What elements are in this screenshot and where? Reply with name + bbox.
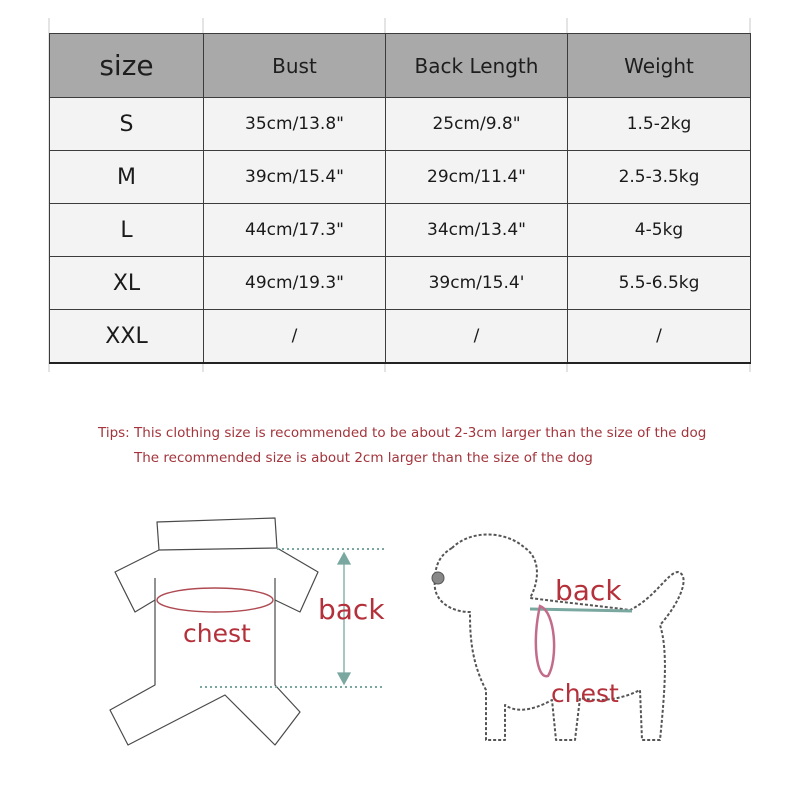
size-cell: S <box>50 98 204 151</box>
back-length-cell: 39cm/15.4' <box>386 257 568 310</box>
size-cell: XL <box>50 257 204 310</box>
tip-line-1: Tips: This clothing size is recommended to be about 2-3cm larger than the size of the dog <box>98 425 707 441</box>
header-bust: Bust <box>204 34 386 98</box>
table-row <box>50 310 751 364</box>
bust-cell: / <box>204 310 386 364</box>
bust-cell: 39cm/15.4" <box>204 151 386 204</box>
tip-line-2: The recommended size is about 2cm larger than the size of the dog <box>134 450 593 466</box>
bust-cell: 35cm/13.8" <box>204 98 386 151</box>
clothing-back-label: back <box>318 593 385 626</box>
header-size: size <box>50 34 204 98</box>
back-length-cell: 25cm/9.8" <box>386 98 568 151</box>
header-back-length: Back Length <box>386 34 568 98</box>
table-header-row <box>50 34 751 98</box>
table-row <box>50 98 751 151</box>
table-row <box>50 204 751 257</box>
dog-outline-illustration <box>435 535 684 741</box>
weight-cell: 5.5-6.5kg <box>568 257 751 310</box>
bust-cell: 44cm/17.3" <box>204 204 386 257</box>
weight-cell: 1.5-2kg <box>568 98 751 151</box>
dog-chest-measure-loop <box>536 606 554 676</box>
clothing-chest-label: chest <box>183 619 251 648</box>
size-chart-table <box>49 33 751 364</box>
table-row <box>50 151 751 204</box>
size-cell: XXL <box>50 310 204 364</box>
dog-back-label: back <box>555 574 622 607</box>
size-cell: L <box>50 204 204 257</box>
weight-cell: / <box>568 310 751 364</box>
header-weight: Weight <box>568 34 751 98</box>
dog-chest-label: chest <box>551 679 619 708</box>
clothing-chest-ellipse <box>157 588 273 612</box>
measurement-diagram <box>0 500 800 780</box>
back-length-cell: 29cm/11.4" <box>386 151 568 204</box>
table-row <box>50 257 751 310</box>
size-cell: M <box>50 151 204 204</box>
dog-nose <box>432 572 444 584</box>
back-length-cell: 34cm/13.4" <box>386 204 568 257</box>
weight-cell: 2.5-3.5kg <box>568 151 751 204</box>
weight-cell: 4-5kg <box>568 204 751 257</box>
bust-cell: 49cm/19.3" <box>204 257 386 310</box>
back-length-cell: / <box>386 310 568 364</box>
